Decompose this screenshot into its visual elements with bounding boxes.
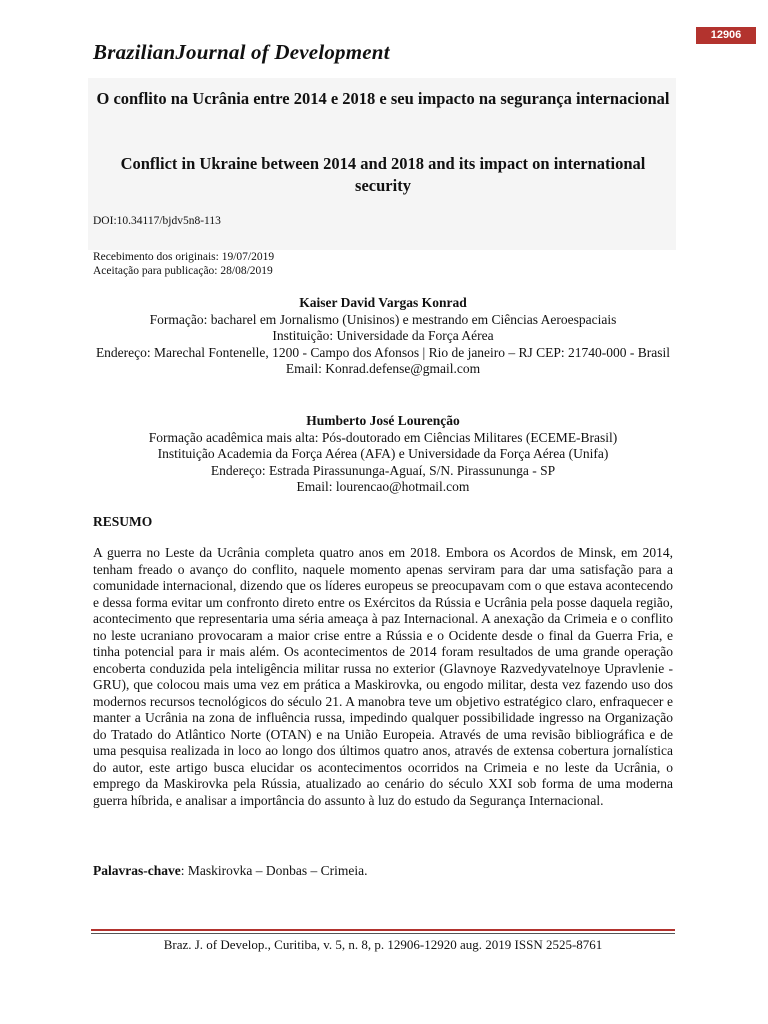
author-email[interactable]: Email: Konrad.defense@gmail.com [285, 361, 481, 376]
footer-rule [91, 929, 675, 931]
author-name: Humberto José Lourenção [306, 413, 460, 428]
footer-citation: Braz. J. of Develop., Curitiba, v. 5, n. 8, p. 12906-12920 aug. 2019 ISSN 2525-8761 [163, 937, 603, 952]
page-number-badge: 12906 [696, 27, 756, 44]
received-date: Recebimento dos originais: 19/07/2019 [93, 251, 275, 263]
title-portuguese: O conflito na Ucrânia entre 2014 e 2018 e seu impacto na segurança internacional [96, 89, 670, 108]
doi[interactable]: DOI:10.34117/bjdv5n8-113 [93, 215, 221, 227]
author-endereco: Endereço: Estrada Pirassununga-Aguaí, S/N. Pirassununga - SP [210, 462, 556, 478]
author-2 [93, 413, 673, 496]
keywords-value: : Maskirovka – Donbas – Crimeia. [180, 863, 368, 878]
accepted-date: Aceitação para publicação: 28/08/2019 [93, 265, 273, 277]
author-endereco: Endereço: Marechal Fontenelle, 1200 - Campo dos Afonsos | Rio de janeiro – RJ CEP: 21740-000 - Brasil [95, 344, 671, 360]
title-english: Conflict in Ukraine between 2014 and 2018 and its impact on international security [120, 154, 646, 195]
abstract-text: A guerra no Leste da Ucrânia completa quatro anos em 2018. Embora os Acordos de Minsk, em 2014, tenham freado o avanço do conflito, naquele momento apenas serviram para dar uma satisfação para a comunidade internacional, dizendo que os líderes europeus se preocupavam com o que estava acontecendo e dessa forma evitar um confronto direto entre os Exércitos da Rússia e Ucrânia pela posse daquela região, acontecimento que representaria uma séria ameaça à paz Internacional. A anexação da Crimeia e o conflito no leste ucraniano provocaram a maior crise entre a Rússia e o Ocidente desde o final da Guerra Fria, e tinha potencial para ir mais além. Os acontecimentos de 2014 foram resultados de uma grande operação encoberta conduzida pela inteligência militar russa no exterior (Glavnoye Razvedyvatelnoye Upravlenie - GRU), que colocou mais uma vez em prática a Maskirovka, ou engodo militar, desta vez fazendo uso dos modernos recursos tecnológicos do século 21. A manobra teve um objetivo estratégico claro, enfraquecer e manter a Ucrânia na zona de influência russa, impedindo qualquer possibilidade ingresso na Organização do Tratado do Atlântico Norte (OTAN) e na União Europeia. Através de uma revisão bibliográfica e de uma pesquisa realizada in loco ao longo dos últimos quatro anos, através de extensa cobertura jornalística do autor, este artigo busca elucidar os acontecimentos ocorridos na Crimeia e no leste da Ucrânia, o emprego da Maskirovka pela Rússia, atualizado ao cenário do século XXI sob forma de uma moderna guerra híbrida, e analisar a importância do assunto à luz do estudo da Segurança Internacional. [93, 545, 673, 808]
author-instituicao: Instituição Academia da Força Aérea (AFA) e Universidade da Força Aérea (Unifa) [157, 446, 609, 461]
author-instituicao: Instituição: Universidade da Força Aérea [272, 328, 494, 343]
author-email[interactable]: Email: lourencao@hotmail.com [296, 479, 470, 494]
footer-rule-thin [91, 933, 675, 934]
author-name: Kaiser David Vargas Konrad [299, 295, 467, 310]
author-formacao: Formação: bacharel em Jornalismo (Unisinos) e mestrando em Ciências Aeroespaciais [149, 311, 617, 327]
keywords [93, 863, 367, 879]
author-1 [93, 295, 673, 378]
author-formacao: Formação acadêmica mais alta: Pós-doutorado em Ciências Militares (ECEME-Brasil) [148, 429, 618, 445]
keywords-label: Palavras-chave [93, 863, 181, 878]
submission-dates [93, 250, 274, 278]
journal-name: BrazilianJournal of Development [93, 40, 390, 64]
abstract-heading: RESUMO [93, 514, 153, 529]
